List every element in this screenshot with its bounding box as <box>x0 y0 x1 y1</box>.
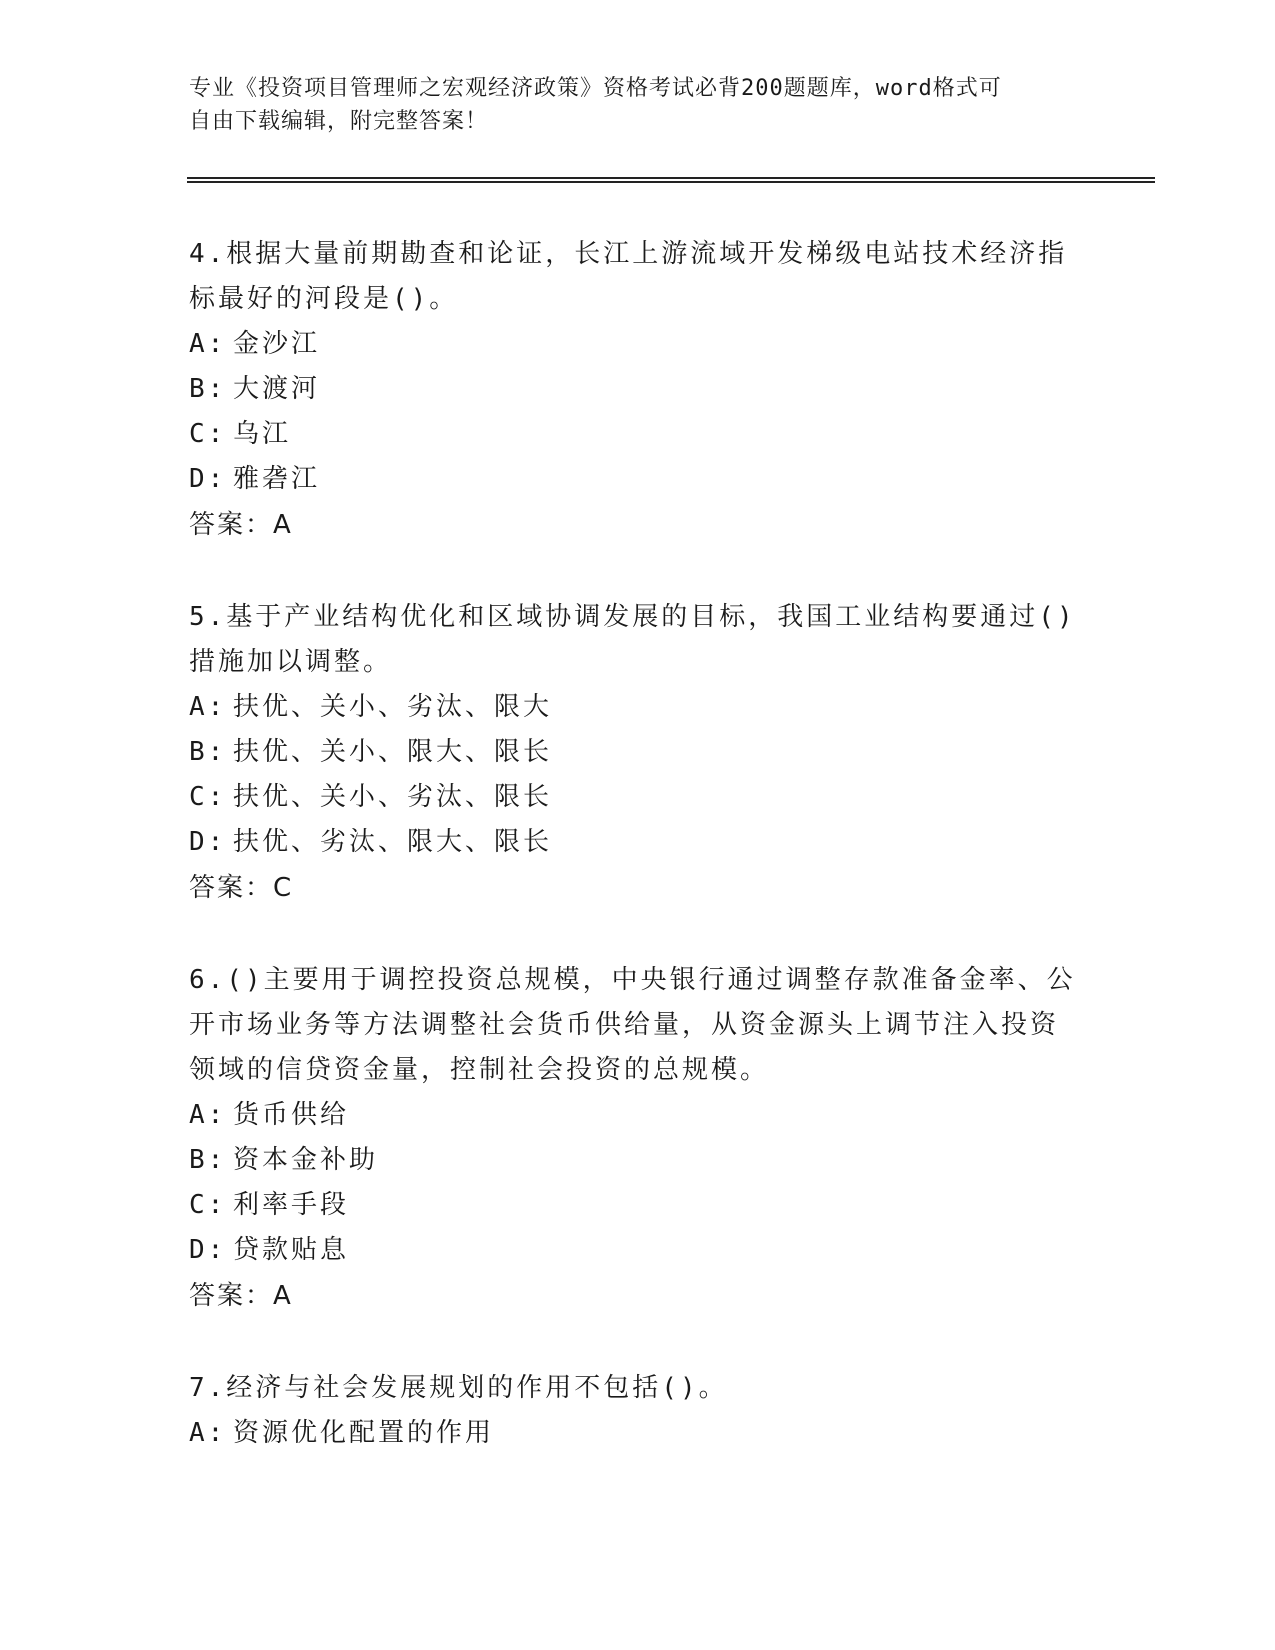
option-text: 扶优、关小、劣汰、限大 <box>233 692 553 722</box>
option-key: A: <box>189 1418 227 1448</box>
question-text: 7.经济与社会发展规划的作用不包括()。 <box>189 1373 728 1403</box>
header-line-2: 自由下载编辑，附完整答案！ <box>189 109 489 134</box>
option-c <box>189 775 1079 820</box>
option-key: C: <box>189 782 227 812</box>
option-a <box>189 1093 1079 1138</box>
answer-text: 答案：C <box>189 873 294 903</box>
option-text: 货币供给 <box>233 1100 350 1130</box>
option-text: 利率手段 <box>233 1190 350 1220</box>
question-5 <box>189 595 1079 911</box>
option-d <box>189 820 1079 865</box>
option-text: 扶优、劣汰、限大、限长 <box>233 827 553 857</box>
option-text: 资源优化配置的作用 <box>233 1418 495 1448</box>
option-c <box>189 1183 1079 1228</box>
option-d <box>189 457 1079 502</box>
option-text: 扶优、关小、劣汰、限长 <box>233 782 553 812</box>
question-text: 5.基于产业结构优化和区域协调发展的目标，我国工业结构要通过()措施加以调整。 <box>189 602 1076 677</box>
question-4 <box>189 232 1079 548</box>
option-text: 扶优、关小、限大、限长 <box>233 737 553 767</box>
option-key: C: <box>189 1190 227 1220</box>
option-b <box>189 730 1079 775</box>
option-text: 资本金补助 <box>233 1145 379 1175</box>
header-line-1: 专业《投资项目管理师之宏观经济政策》资格考试必背200题题库，word格式可 <box>189 76 1002 101</box>
option-key: D: <box>189 1235 227 1265</box>
option-key: B: <box>189 1145 227 1175</box>
option-a <box>189 685 1079 730</box>
option-text: 乌江 <box>233 419 292 449</box>
option-key: A: <box>189 329 227 359</box>
question-6 <box>189 958 1079 1319</box>
option-text: 大渡河 <box>233 374 321 404</box>
question-7 <box>189 1366 1079 1456</box>
option-key: C: <box>189 419 227 449</box>
answer-text: 答案：A <box>189 1281 293 1311</box>
option-b <box>189 367 1079 412</box>
option-d <box>189 1228 1079 1273</box>
option-key: B: <box>189 737 227 767</box>
document-header <box>189 72 1069 138</box>
option-text: 贷款贴息 <box>233 1235 350 1265</box>
option-key: D: <box>189 464 227 494</box>
question-text: 4.根据大量前期勘查和论证，长江上游流域开发梯级电站技术经济指标最好的河段是()。 <box>189 239 1068 314</box>
option-key: B: <box>189 374 227 404</box>
option-text: 金沙江 <box>233 329 321 359</box>
option-b <box>189 1138 1079 1183</box>
option-key: D: <box>189 827 227 857</box>
option-key: A: <box>189 692 227 722</box>
option-key: A: <box>189 1100 227 1130</box>
option-a <box>189 1411 1079 1456</box>
option-a <box>189 322 1079 367</box>
header-divider <box>187 177 1155 183</box>
question-list <box>189 232 1079 1503</box>
answer-text: 答案：A <box>189 510 293 540</box>
question-text: 6.()主要用于调控投资总规模，中央银行通过调整存款准备金率、公开市场业务等方法调整社会货币供给量，从资金源头上调节注入投资领域的信贷资金量，控制社会投资的总规模。 <box>189 965 1076 1085</box>
option-c <box>189 412 1079 457</box>
option-text: 雅砻江 <box>233 464 321 494</box>
